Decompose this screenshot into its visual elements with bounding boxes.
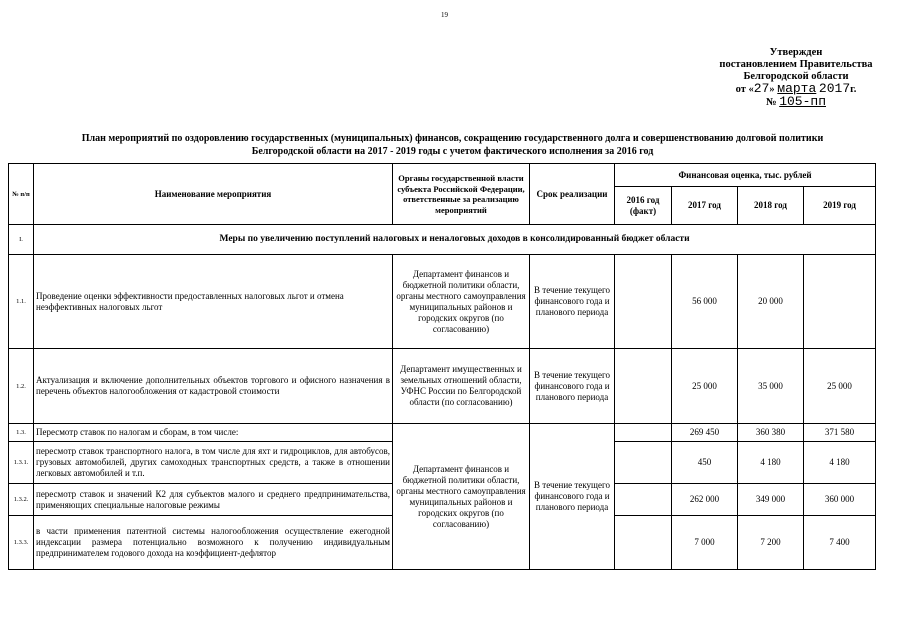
date-month: марта xyxy=(777,81,817,96)
row-2016 xyxy=(615,349,672,424)
header-row-1 xyxy=(9,164,876,187)
title-line-1: План мероприятий по оздоровлению государственных (муниципальных) финансов, сокращению государственного долга и совершенствованию долговой политики xyxy=(81,133,824,144)
num-prefix: № xyxy=(766,97,780,108)
row-name: Пересмотр ставок по налогам и сборам, в том числе: xyxy=(34,424,393,442)
header-name: Наименование мероприятия xyxy=(34,164,393,225)
row-2016 xyxy=(615,442,672,484)
approval-line-2: постановлением Правительства xyxy=(719,59,873,70)
row-2019: 7 400 xyxy=(804,516,876,570)
approval-block xyxy=(696,47,896,109)
row-2018: 360 380 xyxy=(738,424,804,442)
row-2017: 269 450 xyxy=(672,424,738,442)
header-2017: 2017 год xyxy=(672,187,738,225)
section-num: I. xyxy=(9,225,34,255)
header-num: № п/п xyxy=(9,164,34,225)
row-2017: 7 000 xyxy=(672,516,738,570)
row-name: Актуализация и включение дополнительных объектов торгового и офисного назначения в перечень объектов налогообложения от кадастровой стоимости xyxy=(34,349,393,424)
row-2019 xyxy=(804,255,876,349)
row-num: 1.3. xyxy=(9,424,34,442)
row-2019: 360 000 xyxy=(804,484,876,516)
row-2017: 450 xyxy=(672,442,738,484)
row-num: 1.2. xyxy=(9,349,34,424)
row-name: в части применения патентной системы налогообложения осуществление ежегодной индексации размера потенциально возможного к получению индивидуальным предпринимателем годового дохода на коэффициент-дефлятор xyxy=(34,516,393,570)
date-prefix: от « xyxy=(735,84,754,95)
row-term: В течение текущего финансового года и планового периода xyxy=(530,255,615,349)
row-2018: 4 180 xyxy=(738,442,804,484)
row-num: 1.3.1. xyxy=(9,442,34,484)
row-2018: 35 000 xyxy=(738,349,804,424)
row-num: 1.1. xyxy=(9,255,34,349)
header-2019: 2019 год xyxy=(804,187,876,225)
row-name: пересмотр ставок транспортного налога, в том числе для яхт и гидроциклов, для автобусов, грузовых автомобилей, других самоходных транспортных средств, а также в отношении легковых автомобилей и т.п. xyxy=(34,442,393,484)
num-value: 105-пп xyxy=(779,94,826,109)
row-2017: 56 000 xyxy=(672,255,738,349)
header-2016: 2016 год (факт) xyxy=(615,187,672,225)
approval-number xyxy=(696,96,896,109)
row-2018: 20 000 xyxy=(738,255,804,349)
row-2016 xyxy=(615,255,672,349)
row-num: 1.3.3. xyxy=(9,516,34,570)
header-organs: Органы государственной власти субъекта Российской Федерации, ответственные за реализацию мероприятий xyxy=(393,164,530,225)
row-2019: 25 000 xyxy=(804,349,876,424)
row-2019: 4 180 xyxy=(804,442,876,484)
document-title xyxy=(0,132,905,158)
table-row xyxy=(9,349,876,424)
row-2016 xyxy=(615,484,672,516)
row-2018: 349 000 xyxy=(738,484,804,516)
plan-table xyxy=(8,163,876,570)
table-row xyxy=(9,255,876,349)
row-name: пересмотр ставок и значений К2 для субъектов малого и среднего предпринимательства, применяющих специальные налоговые режимы xyxy=(34,484,393,516)
row-num: 1.3.2. xyxy=(9,484,34,516)
row-term: В течение текущего финансового года и планового периода xyxy=(530,349,615,424)
header-2018: 2018 год xyxy=(738,187,804,225)
row-2016 xyxy=(615,424,672,442)
page-number: 19 xyxy=(441,11,448,19)
group-organ: Департамент финансов и бюджетной политики области, органы местного самоуправления муниципальных районов и городских округов (по согласованию) xyxy=(393,424,530,570)
row-2016 xyxy=(615,516,672,570)
header-finance: Финансовая оценка, тыс. рублей xyxy=(615,164,876,187)
section-title: Меры по увеличению поступлений налоговых и неналоговых доходов в консолидированный бюджет области xyxy=(34,225,876,255)
header-term: Срок реализации xyxy=(530,164,615,225)
date-year: 2017 xyxy=(818,81,851,96)
row-organ: Департамент имущественных и земельных отношений области, УФНС России по Белгородской области (по согласованию) xyxy=(393,349,530,424)
title-line-2: Белгородской области на 2017 - 2019 годы с учетом фактического исполнения за 2016 год xyxy=(251,146,654,157)
row-organ: Департамент финансов и бюджетной политики области, органы местного самоуправления муниципальных районов и городских округов (по согласованию) xyxy=(393,255,530,349)
approval-line-1: Утвержден xyxy=(769,47,823,58)
row-2018: 7 200 xyxy=(738,516,804,570)
date-day: 27 xyxy=(753,81,770,96)
date-mid: » xyxy=(769,84,778,95)
date-suffix: г. xyxy=(850,84,857,95)
row-2019: 371 580 xyxy=(804,424,876,442)
table-row xyxy=(9,424,876,442)
group-term: В течение текущего финансового года и планового периода xyxy=(530,424,615,570)
row-name: Проведение оценки эффективности предоставленных налоговых льгот и отмена неэффективных налоговых льгот xyxy=(34,255,393,349)
row-2017: 262 000 xyxy=(672,484,738,516)
row-2017: 25 000 xyxy=(672,349,738,424)
approval-line-3: Белгородской области xyxy=(743,71,849,82)
section-row xyxy=(9,225,876,255)
